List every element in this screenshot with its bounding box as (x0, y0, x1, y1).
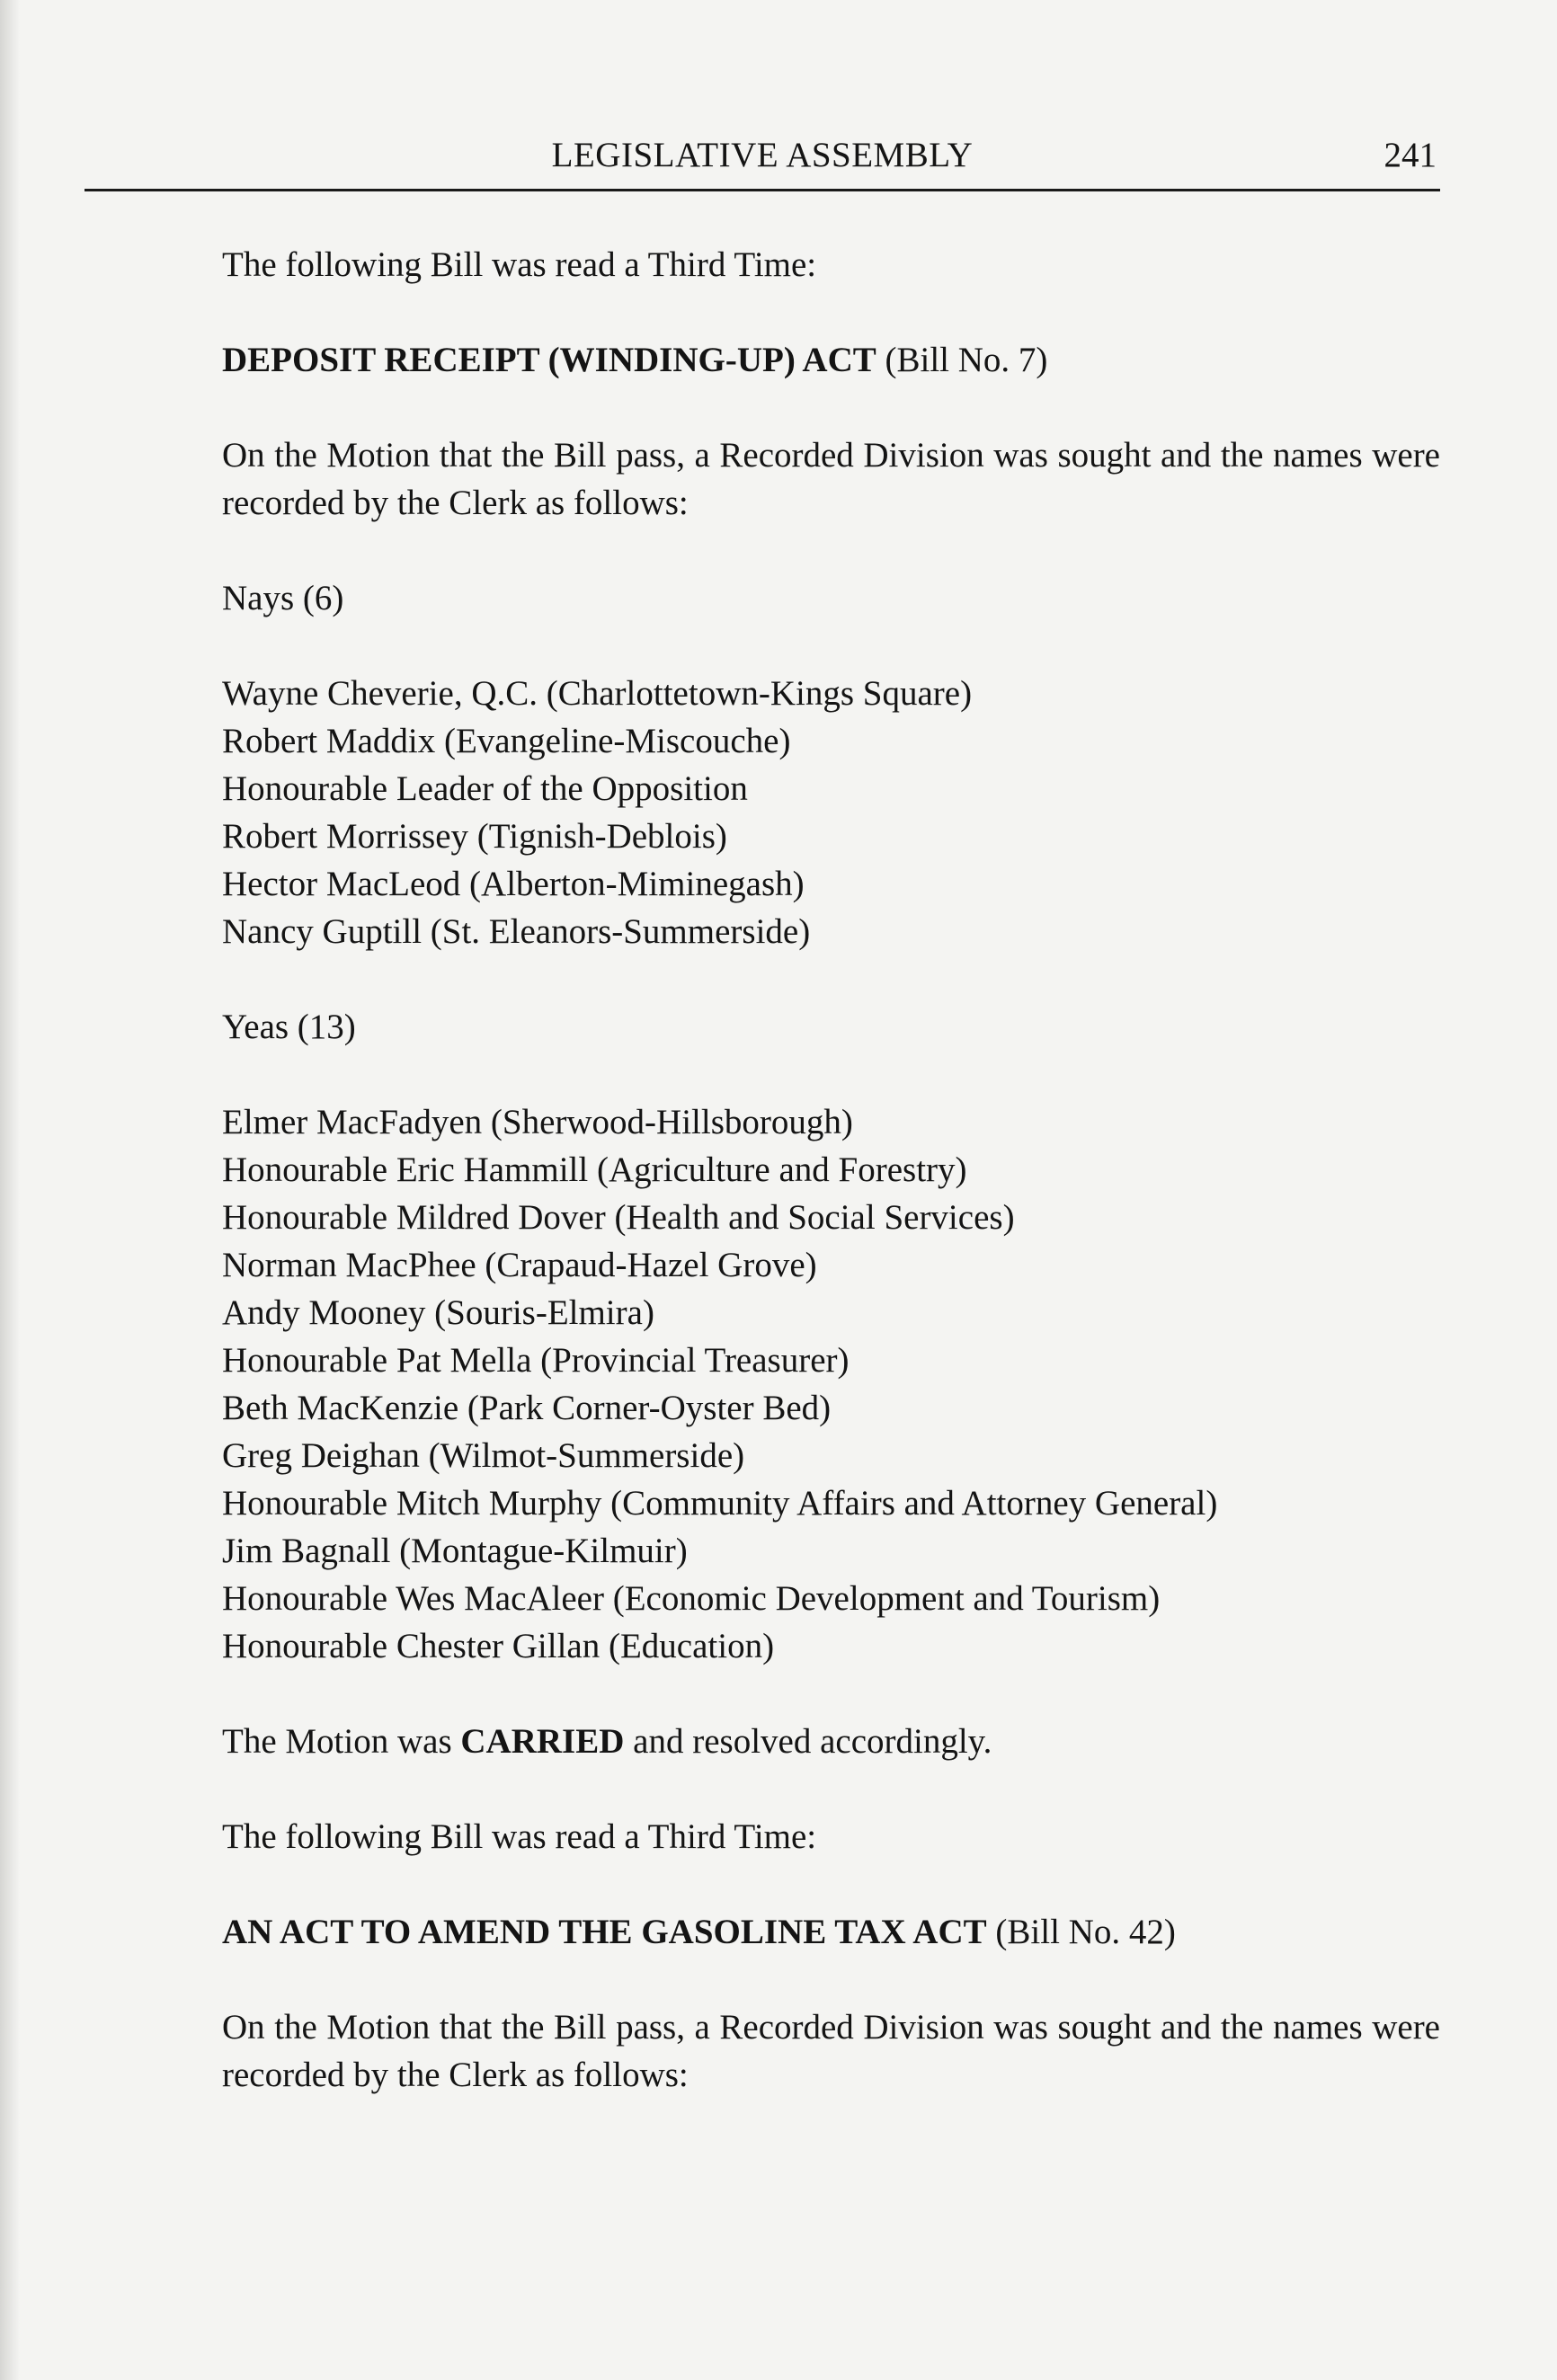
yeas-heading: Yeas (13) (222, 1008, 356, 1046)
yeas-list-item: Greg Deighan (Wilmot-Summerside) (222, 1436, 745, 1475)
yeas-list-item: Honourable Eric Hammill (Agriculture and Forestry) (222, 1150, 967, 1189)
nays-list (222, 670, 1440, 955)
section2-bill-heading (222, 1908, 1440, 1956)
nays-list-item: Robert Maddix (Evangeline-Miscouche) (222, 722, 791, 760)
yeas-list-item: Beth MacKenzie (Park Corner-Oyster Bed) (222, 1389, 832, 1427)
yeas-list-item: Honourable Pat Mella (Provincial Treasurer) (222, 1341, 850, 1380)
section1-bill-title: DEPOSIT RECEIPT (WINDING-UP) ACT (222, 341, 876, 379)
page-number: 241 (1384, 136, 1437, 174)
section1-motion-text: On the Motion that the Bill pass, a Recorded Division was sought and the names were recorded by the Clerk as follows: (222, 436, 1440, 522)
yeas-list-item: Andy Mooney (Souris-Elmira) (222, 1293, 654, 1332)
page-body (222, 241, 1440, 2099)
section2-intro: The following Bill was read a Third Time: (222, 1817, 817, 1856)
section1-bill-heading (222, 336, 1440, 384)
header-rule (85, 189, 1440, 191)
nays-list-item: Hector MacLeod (Alberton-Miminegash) (222, 865, 805, 903)
motion-result (222, 1718, 1440, 1765)
yeas-list-item: Norman MacPhee (Crapaud-Hazel Grove) (222, 1246, 817, 1284)
section1-intro: The following Bill was read a Third Time: (222, 245, 817, 284)
yeas-list (222, 1098, 1440, 1670)
section1-bill-number: (Bill No. 7) (876, 341, 1048, 379)
section2-motion-text: On the Motion that the Bill pass, a Recorded Division was sought and the names were recorded by the Clerk as follows: (222, 2008, 1440, 2094)
motion-result-suffix: and resolved accordingly. (624, 1722, 992, 1761)
page-header (85, 135, 1440, 189)
nays-list-item: Wayne Cheverie, Q.C. (Charlottetown-Kings Square) (222, 674, 973, 713)
yeas-list-item: Jim Bagnall (Montague-Kilmuir) (222, 1532, 688, 1570)
section2-bill-number: (Bill No. 42) (986, 1913, 1176, 1951)
yeas-list-item: Honourable Mitch Murphy (Community Affairs and Attorney General) (222, 1484, 1218, 1523)
section2-bill-title: AN ACT TO AMEND THE GASOLINE TAX ACT (222, 1913, 987, 1951)
nays-list-item: Robert Morrissey (Tignish-Deblois) (222, 817, 727, 856)
nays-list-item: Honourable Leader of the Opposition (222, 769, 748, 808)
yeas-list-item: Elmer MacFadyen (Sherwood-Hillsborough) (222, 1103, 853, 1141)
yeas-list-item: Honourable Chester Gillan (Education) (222, 1627, 775, 1665)
nays-heading: Nays (6) (222, 579, 344, 617)
yeas-list-item: Honourable Wes MacAleer (Economic Development and Tourism) (222, 1579, 1161, 1618)
header-title: LEGISLATIVE ASSEMBLY (551, 136, 974, 174)
nays-list-item: Nancy Guptill (St. Eleanors-Summerside) (222, 912, 811, 951)
motion-result-word: CARRIED (460, 1722, 625, 1761)
page-edge-shadow (0, 0, 20, 2380)
motion-result-prefix: The Motion was (222, 1722, 461, 1761)
yeas-list-item: Honourable Mildred Dover (Health and Social Services) (222, 1198, 1015, 1237)
